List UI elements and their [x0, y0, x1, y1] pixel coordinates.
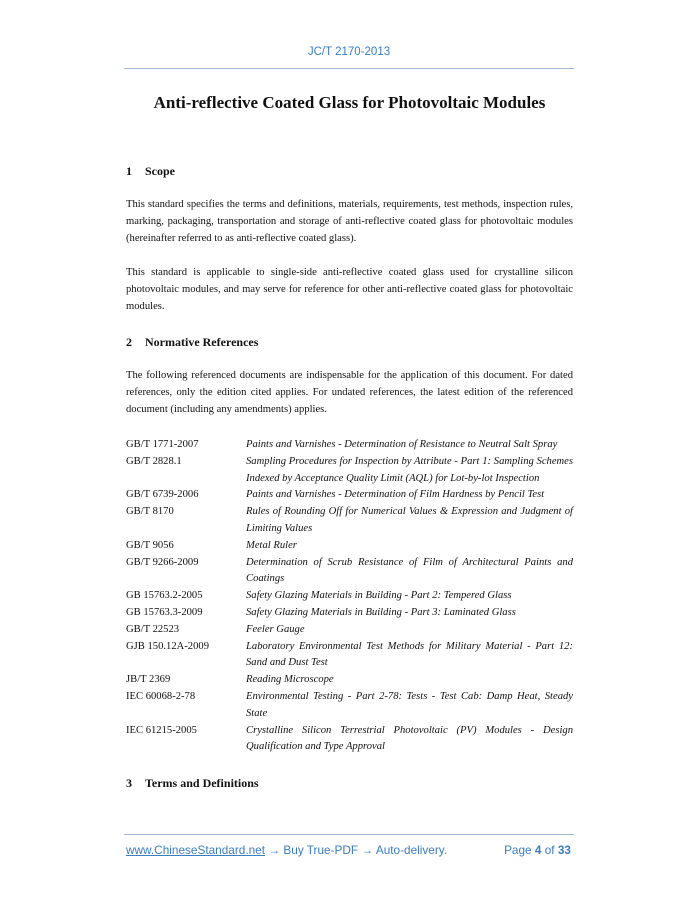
of-label: of: [544, 843, 555, 857]
reference-title: Rules of Rounding Off for Numerical Values & Expression and Judgment of Limiting Values: [246, 506, 573, 534]
reference-item: [126, 622, 573, 639]
reference-code: GB/T 2828.1: [126, 455, 182, 467]
auto-delivery-text: Auto-delivery.: [375, 843, 448, 857]
total-pages-number: 33: [557, 843, 571, 857]
page-indicator: [504, 843, 571, 857]
reference-code: GB/T 6739-2006: [126, 489, 199, 501]
scope-paragraph-1: This standard specifies the terms and definitions, materials, requirements, test methods, inspection rules, marking, packaging, transportation and storage of anti-reflective coated glass for photovoltaic modules (hereinafter referred to as anti-reflective coated glass).: [126, 199, 573, 244]
reference-code: JB/T 2369: [126, 674, 171, 686]
buy-pdf-text: Buy True-PDF: [283, 843, 359, 857]
reference-item: [126, 487, 573, 504]
scope-paragraph-2: This standard is applicable to single-side anti-reflective coated glass used for crystalline silicon photovoltaic modules, and may serve for reference for other anti-reflective coated glass for photovoltaic modules.: [126, 267, 573, 312]
reference-list: [126, 437, 573, 756]
current-page-number: 4: [534, 843, 542, 857]
reference-title: Safety Glazing Materials in Building - Part 3: Laminated Glass: [246, 606, 516, 618]
section-number: 2: [126, 335, 132, 349]
reference-item: [126, 672, 573, 689]
reference-title: Paints and Varnishes - Determination of Resistance to Neutral Salt Spray: [246, 439, 558, 450]
reference-item: [126, 504, 573, 538]
header-divider: [124, 68, 574, 69]
reference-code: IEC 60068-2-78: [126, 690, 196, 702]
section-heading-normative-references: [126, 334, 573, 350]
reference-item: [126, 538, 573, 555]
reference-title: Safety Glazing Materials in Building - Part 2: Tempered Glass: [246, 590, 512, 602]
standard-code: JC/T 2170-2013: [307, 46, 391, 58]
reference-title: Crystalline Silicon Terrestrial Photovoltaic (PV) Modules - Design Qualification and Type Approval: [246, 724, 573, 753]
reference-title: Reading Microscope: [246, 674, 334, 686]
reference-item: [126, 437, 573, 454]
reference-title: Feeler Gauge: [246, 623, 305, 635]
reference-code: GB/T 9056: [126, 539, 174, 551]
section-number: 3: [126, 776, 132, 791]
reference-title: Paints and Varnishes - Determination of Film Hardness by Pencil Test: [246, 489, 545, 501]
page-label: Page: [504, 843, 532, 857]
reference-title: Metal Ruler: [246, 539, 297, 551]
section-title: Terms and Definitions: [145, 776, 259, 791]
reference-code: GJB 150.12A-2009: [126, 640, 209, 652]
section-title: Scope: [145, 164, 175, 178]
reference-item: [126, 723, 573, 757]
arrow-right-icon: →: [268, 843, 281, 857]
section-number: 1: [126, 164, 132, 178]
reference-code: GB/T 22523: [126, 623, 180, 635]
reference-item: [126, 605, 573, 622]
reference-code: GB/T 9266-2009: [126, 556, 199, 568]
document-title: Anti-reflective Coated Glass for Photovoltaic Modules: [153, 93, 546, 112]
document-body: [126, 92, 573, 791]
reference-title: Laboratory Environmental Test Methods for Military Material - Part 12: Sand and Dust Test: [246, 640, 573, 669]
section-heading-scope: [126, 163, 573, 179]
footer-divider: [124, 834, 574, 835]
normative-intro-paragraph: The following referenced documents are indispensable for the application of this document. For dated references, only the edition cited applies. For undated references, the latest edition of the referenced document (including any amendments) applies.: [126, 370, 573, 415]
reference-code: GB 15763.3-2009: [126, 606, 203, 618]
reference-item: [126, 555, 573, 589]
section-heading-terms-and-definitions: [126, 775, 573, 791]
reference-item: [126, 454, 573, 488]
arrow-right-icon: →: [361, 843, 374, 857]
reference-title: Sampling Procedures for Inspection by Attribute - Part 1: Sampling Schemes Indexed by Acceptance Quality Limit (AQL) for Lot-by-lot Inspection: [246, 455, 573, 484]
site-link[interactable]: www.ChineseStandard.net: [126, 843, 266, 857]
reference-item: [126, 689, 573, 723]
reference-code: GB/T 8170: [126, 506, 174, 518]
section-title: Normative References: [145, 335, 259, 349]
page-footer: [126, 843, 574, 857]
reference-code: GB 15763.2-2005: [126, 590, 203, 602]
reference-item: [126, 639, 573, 673]
reference-code: IEC 61215-2005: [126, 724, 197, 736]
reference-code: GB/T 1771-2007: [126, 439, 199, 450]
reference-title: Determination of Scrub Resistance of Film of Architectural Paints and Coatings: [246, 556, 573, 585]
reference-title: Environmental Testing - Part 2-78: Tests - Test Cab: Damp Heat, Steady State: [246, 690, 573, 719]
page-header: [124, 46, 574, 58]
reference-item: [126, 588, 573, 605]
